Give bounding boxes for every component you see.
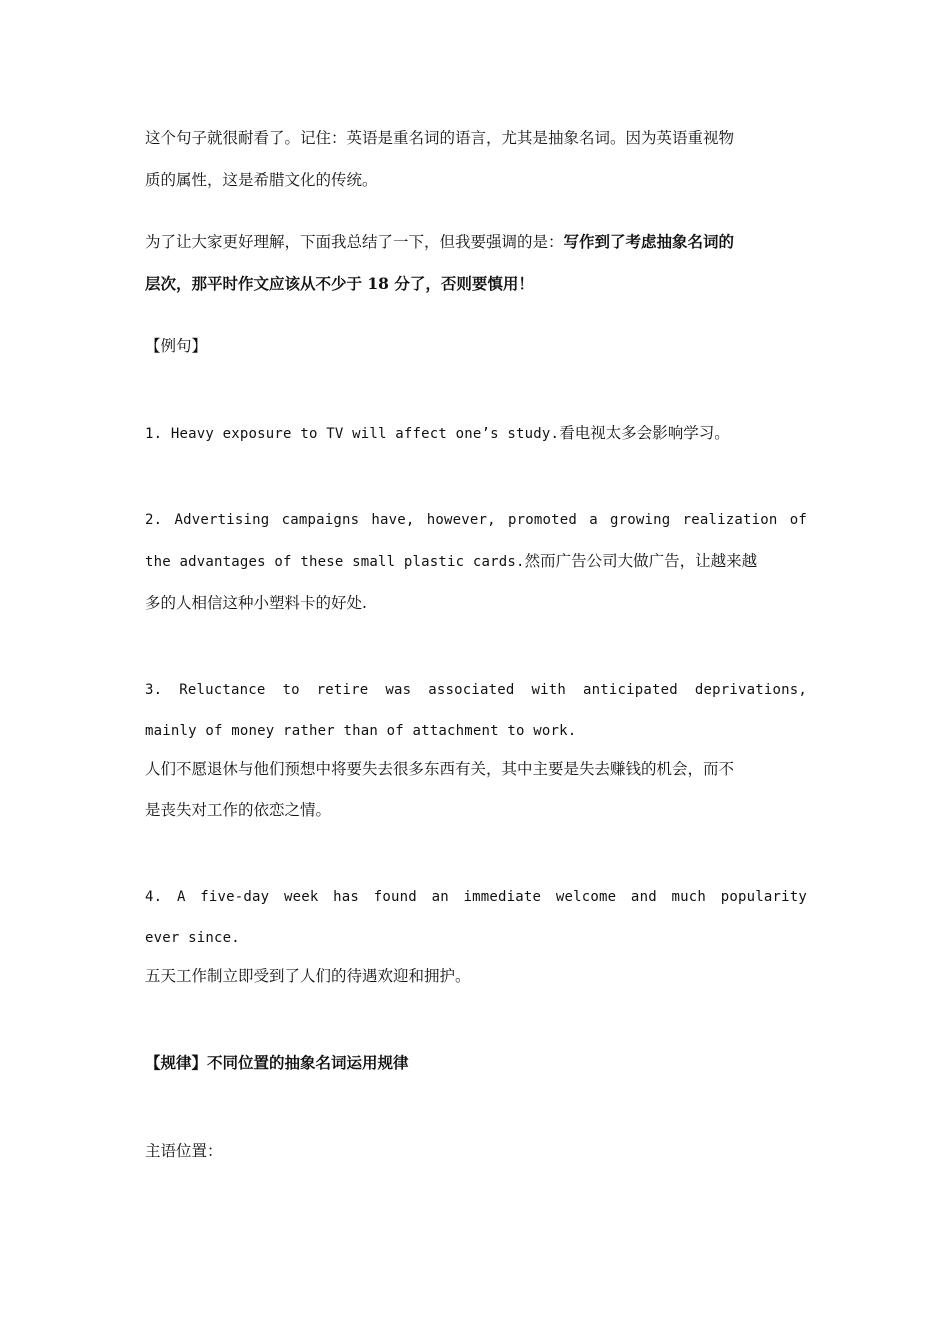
example-1-english: 1. Heavy exposure to TV will affect one’s study. [145, 426, 560, 442]
intro-line-1: 这个句子就很耐看了。记住：英语是重名词的语言，尤其是抽象名词。因为英语重视物 [145, 129, 735, 147]
example-2-chinese-inline: 然而广告公司大做广告，让越来越 [524, 552, 758, 570]
summary-line-1 [145, 232, 807, 252]
example-3-chinese-line-1: 人们不愿退休与他们预想中将要失去很多东西有关，其中主要是失去赚钱的机会，而不 [145, 760, 735, 778]
example-4-chinese-line-1: 五天工作制立即受到了人们的待遇欢迎和拥护。 [145, 967, 471, 985]
example-1-chinese: 看电视太多会影响学习。 [559, 424, 730, 442]
summary-emphasis-text: 写作到了考虑抽象名词的 [563, 232, 735, 251]
example-2-chinese-line-2: 多的人相信这种小塑料卡的好处. [145, 594, 367, 612]
example-4-english-line-1: 4. A five-day week has found an immediate welcome and much popularity [145, 889, 807, 905]
example-4-english-line-2: ever since. [145, 930, 240, 946]
example-1 [145, 423, 807, 444]
example-3-english-line-2: mainly of money rather than of attachment to work. [145, 723, 577, 739]
intro-line-2: 质的属性，这是希腊文化的传统。 [145, 171, 378, 189]
summary-plain-text: 为了让大家更好理解，下面我总结了一下，但我要强调的是： [145, 233, 564, 251]
summary-line-2: 层次，那平时作文应该从不少于 18 分了，否则要慎用！ [145, 274, 534, 293]
example-3-chinese-line-2: 是丧失对工作的依恋之情。 [145, 801, 332, 819]
example-2-line-2 [145, 551, 807, 572]
example-2-english-line-1: 2. Advertising campaigns have, however, promoted a growing realization of [145, 512, 807, 528]
rule-heading: 【规律】不同位置的抽象名词运用规律 [145, 1053, 409, 1072]
subject-position-heading: 主语位置： [145, 1142, 223, 1160]
examples-heading: 【例句】 [145, 337, 208, 355]
example-3-english-line-1: 3. Reluctance to retire was associated with anticipated deprivations, [145, 682, 807, 698]
example-2-english-line-2: the advantages of these small plastic cards. [145, 554, 525, 570]
